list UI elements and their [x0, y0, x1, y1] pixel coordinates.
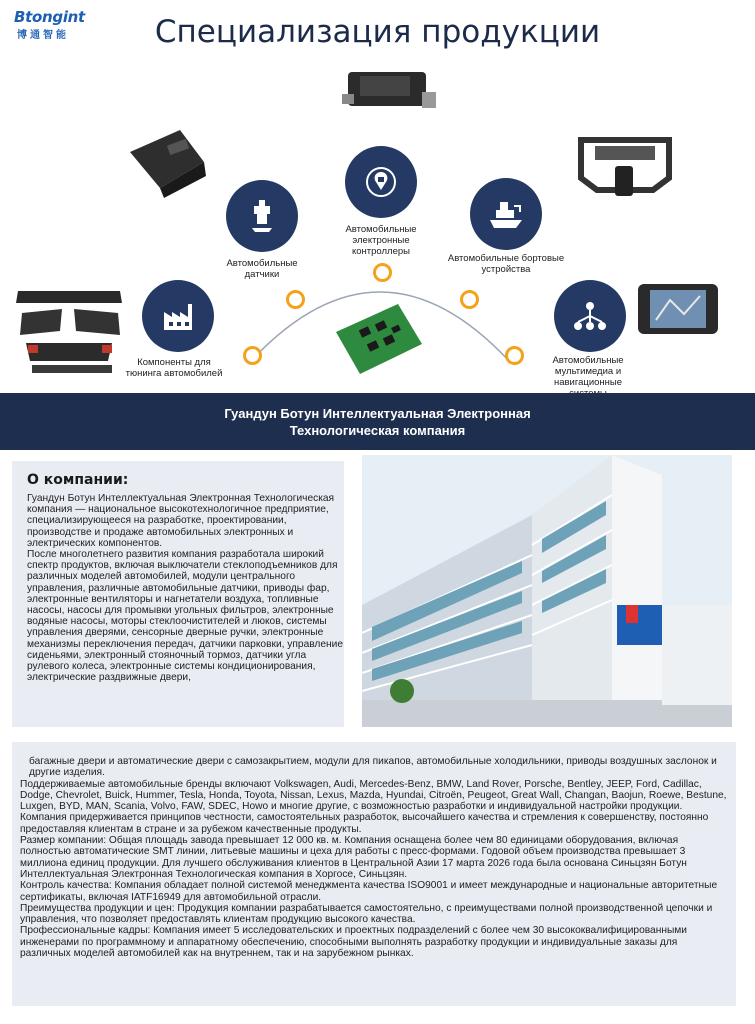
about-paragraph: После многолетнего развития компания разработала широкий спектр продуктов, включая выключатели стеклоподъемников для различных моделей автомобилей, модули центрального управления, различные автомобильные датчики, приводы фар, электронные вентиляторы и нагнетатели воздуха, топливные насосы, насосы для промывки угольных фильтров, электронные водяные насосы, моторы стеклоочистителей и люков, системы управления дверями, сенсорные дверные ручки, электронные механизмы переключения передач, датчики парковки, управление сиденьями, электронный стояночный тормоз, датчики угла рулевого колеса, электронные системы кондиционирования, электрические раздвижные двери,: [27, 549, 344, 684]
ship-icon: [488, 196, 524, 232]
banner-line-2: Технологическая компания: [289, 423, 466, 438]
controller-unit-image: [338, 58, 438, 120]
category-circle-controllers: [345, 146, 417, 218]
details-panel: [12, 742, 736, 1006]
details-text: [20, 756, 730, 959]
category-label: Автомобильные мультимедиа и навигационные: [552, 355, 624, 388]
about-text: [27, 493, 343, 683]
category-label: Автомобильные датчики: [226, 258, 298, 280]
brand-logo: Btongint: [14, 8, 85, 26]
about-panel: [12, 461, 344, 727]
arc-marker: [286, 290, 305, 309]
arc-marker: [243, 346, 262, 365]
category-circle-multimedia: [554, 280, 626, 352]
details-paragraph: Профессиональные кадры: Компания имеет 5 исследовательских и проектных подразделений с более чем 30 высококвалифицированными инженерами по программному и аппаратному обеспечению, способными выполнять разработку продукции и индивидуальные заказы для различных моделей автомобилей как на внутреннем, так и на зарубежном рынках.: [20, 925, 687, 960]
category-label: Компоненты для тюнинга автомобилей: [125, 357, 223, 379]
category-circle-sensors: [226, 180, 298, 252]
body-kit-image: [12, 283, 128, 379]
network-icon: [572, 298, 608, 334]
brand-logo-chinese: 博通智能: [17, 30, 69, 41]
sensor-connector-image: [120, 122, 212, 200]
about-heading: О компании:: [27, 472, 129, 488]
company-building-photo: [362, 455, 732, 727]
banner-line-1: Гуандун Ботун Интеллектуальная Электронная: [224, 406, 531, 421]
arc-marker: [373, 263, 392, 282]
category-label: Автомобильные электронные контроллеры: [345, 224, 417, 257]
location-house-icon: [363, 164, 399, 200]
details-paragraph: багажные двери и автоматические двери с самозакрытием, модули для пикапов, автомобильные холодильники, приводы воздушных заслонок и другие изделия.: [29, 756, 717, 779]
category-label: Автомобильные бортовые устройства: [447, 253, 565, 275]
about-paragraph: Гуандун Ботун Интеллектуальная Электронная Технологическая компания — национальное высокотехнологичное предприятие, специализирующееся на разработке, проектировании, производстве и продаже автомобильных электронных и электрических компонентов.: [27, 493, 335, 549]
dashboard-panel-image: [575, 130, 675, 202]
details-paragraph: Компания придерживается принципов честности, самостоятельных разработок, высочайшего качества и стремления к совершенству, постоянно предоставляя клиентам в стране и за рубежом качественные продукты.: [20, 812, 709, 835]
factory-icon: [160, 298, 196, 334]
sensor-icon: [244, 198, 280, 234]
navigation-screen-image: [636, 280, 720, 338]
company-banner: [0, 393, 755, 450]
details-paragraph: Преимущества продукции и цен: Продукция компании разрабатывается самостоятельно, с преимуществами полной производственной цепочки и управления, что позволяет предоставлять клиентам продукцию высокого качества.: [20, 902, 713, 926]
details-paragraph: Поддерживаемые автомобильные бренды включают Volkswagen, Audi, Mercedes-Benz, BMW, Land Rover, Porsche, Bentley, JEEP, Ford, Cadillac, Dodge, Chevrolet, Buick, Hummer, Tesla, Honda, Toyota, Nissan, Lexus, Mazda, Hyundai, Citroën, Peugeot, Great Wall, Changan, Baojun, Roewe, Bestune, Luxgen, BYD, MAN, Scania, Volvo, FAW, SDEC, Howo и многие другие, с возможностью разработки и индивидуальной настройки продукции.: [20, 778, 727, 813]
arc-marker: [460, 290, 479, 309]
arc-marker: [505, 346, 524, 365]
category-circle-onboard: [470, 178, 542, 250]
category-circle-tuning: [142, 280, 214, 352]
details-paragraph: Размер компании: Общая площадь завода превышает 12 000 кв. м. Компания оснащена более чем 80 единицами оборудования, включая полностью автоматические SMT линии, литьевые машины и цеха для работы с пресс-формами. Годовой объем производства превышает 3 миллиона единиц продукции. Для лучшего обслуживания клиентов в Центральной Азии 17 марта 2026 года была основана Синьцзян Ботун Интеллектуальная Электронная Технологическая компания в Хоргосе, Синьцзян.: [20, 835, 687, 880]
details-paragraph: Контроль качества: Компания обладает полной системой менеджмента качества ISO9001 и имеет международные и национальные авторитетные сертификаты, включая IATF16949 для автомобильной отрасли.: [20, 880, 718, 903]
page-title: Специализация продукции: [154, 14, 601, 50]
